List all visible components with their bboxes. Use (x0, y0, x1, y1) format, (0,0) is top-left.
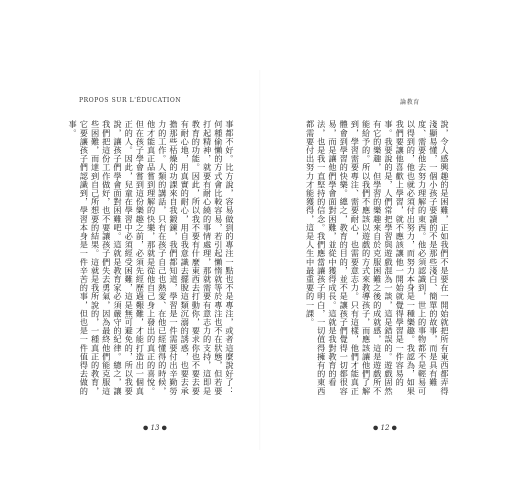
page-number-left (143, 424, 167, 432)
running-head-left: PROPOS SUR L'ÉDUCATION (79, 97, 182, 104)
body-text-left (68, 120, 235, 400)
page-number-right (373, 424, 397, 432)
bullet-icon: ● (373, 424, 379, 432)
bullet-icon: ● (143, 424, 149, 432)
bullet-icon: ● (161, 424, 167, 432)
page-number-value: 12 (380, 424, 390, 432)
paragraph: 事都不好。比方說，容易做到的專注一點也不是專注，或者這麼說好了：何種偷懶的方式會比較容易，若引起懶惰就等於專注也不在狀態，但若要打起精神，就要有耐心繞的事情處理，那就需要有意志力的支持，這即是教育的功能。因此，所以我不要有什麼東西去打動你，要求你也不要去要有耐心地，用真實的耐心，用自我意識去擺脫這類沉溺的誘惑，也要去承擔那些枯燥的功課來自我鍛鍊，我們都知道，學習是一件需要付出辛勤勞力的工作。人類的講話，只有在孩子自己也熱愛、在他已經懂得的時候，他才能真正品嘗到理解的快樂，那就是從他自己身上發出的真正的喜悅。但在孩子學會嘗到這份樂趣之前，必須先經歷過艱難，才能打造出一個真正的人。因此，兒童在學習中必須經受困難，這是無可避免的，所以我要說，讓孩子們學會面對困難吧。這就是教育家必須嚴守的紀律。總之，讓我們把這份工作做好，也不要讓孩子們失去勇氣，因為最終他們能克服這些困難，而達到自己所想要的結果。這就是我所說的，一種真正的教育，它要讓孩子們認識到，學習本身是一件辛苦的事，但也是一件值得去做的事。 (68, 120, 235, 396)
paragraph: 說，令人感興趣的是困難，正如我們不是要在一開始就把所有東西都弄得淺顯易懂，一個小孩子要讀的不是那些淺白、簡單的故事，而是具有難度、需要他去努力理解的東西。他必須認識到，世上的事物都不是輕易可以得到的，他也就必須付出努力，而努力本身是一種樂趣。我認為，如果我們要讓他喜歡上學習，就不應該讓他一開始就覺得學習是一件容易的事。我要說的是，人們常把學習與遊戲混為一談，這是錯誤的。遊戲固然有它的樂趣，但學習的樂趣來自於克服困難之後的成就感，這是遊戲所不能給予的。所以我們不應該以遊戲的方式來教導孩子，而應該讓他們了解到，學習需要專注、需要耐心，也需要意志力。只有這樣，他們才能真正體會到學習的快樂。總之，教育的目的，並不是讓孩子們覺得一切都很容易，而是讓他們學會面對困難，並從中獲得成長。這就是我對教育的看法，也是我一直堅持的信念。我們應當讓孩子明白，一切值得擁有的東西都需要付出努力才能獲得，這是人生中最重要的一課。 (305, 120, 450, 396)
body-text-right (295, 120, 450, 400)
page-number-value: 13 (150, 424, 160, 432)
running-head-right: 論教育 (400, 99, 420, 106)
bullet-icon: ● (391, 424, 397, 432)
page-gutter (259, 70, 261, 450)
